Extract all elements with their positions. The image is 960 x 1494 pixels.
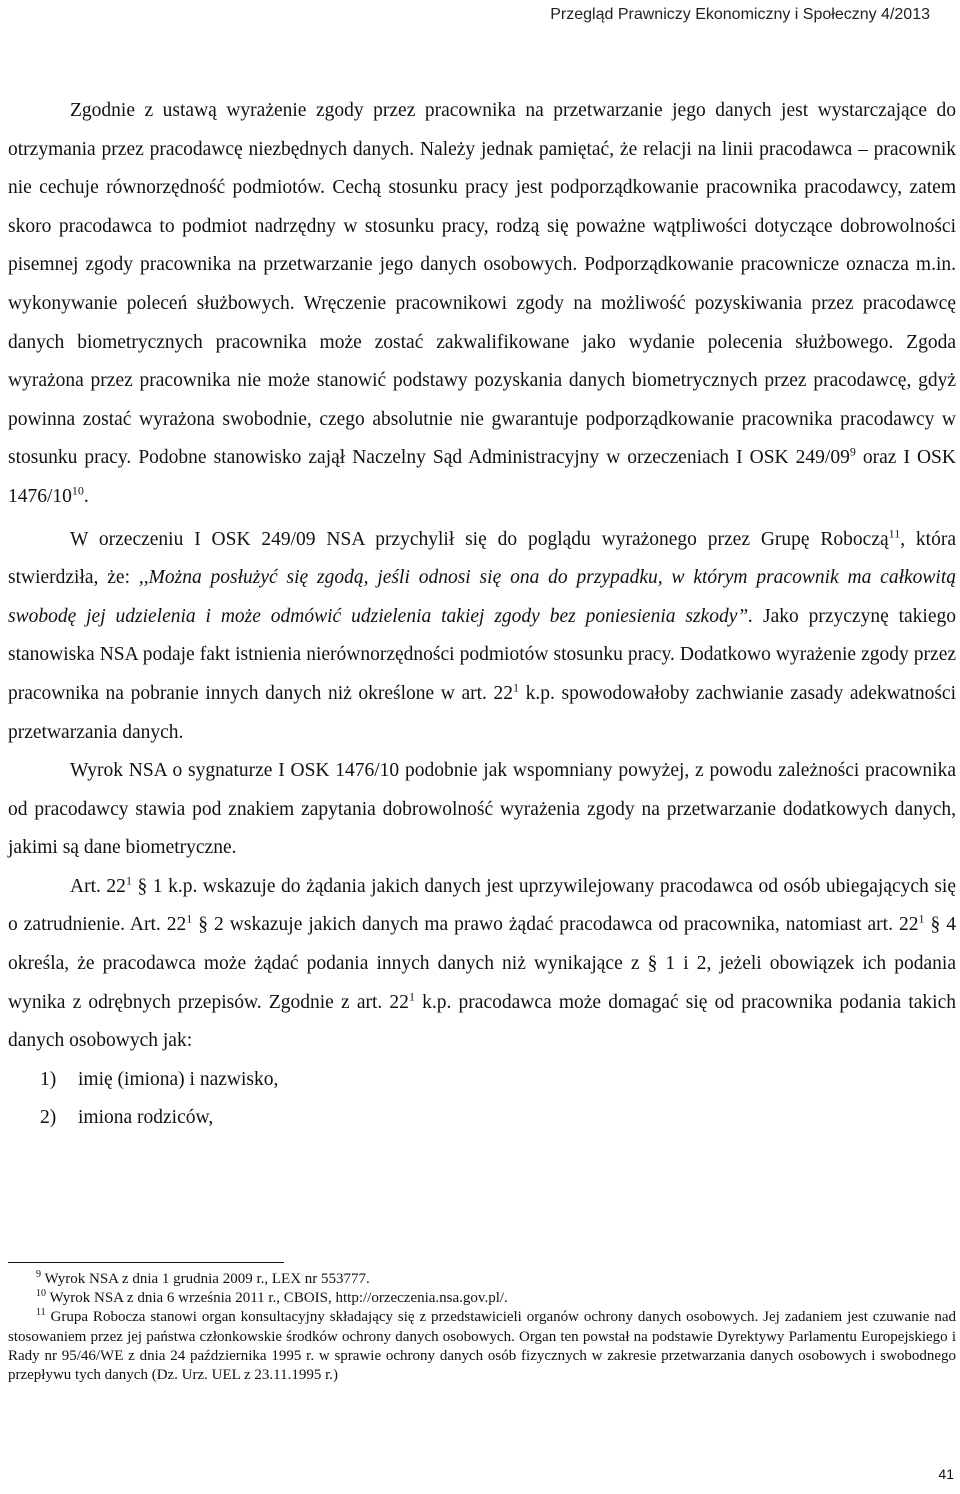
list-item: [8, 1099, 956, 1138]
list-text: imiona rodziców,: [78, 1107, 214, 1129]
footnote-number: 11: [36, 1307, 46, 1319]
page-number: 41: [938, 1466, 954, 1482]
footnote-text: Wyrok NSA z dnia 6 września 2011 r., CBOIS, http://orzeczenia.nsa.gov.pl/.: [46, 1290, 508, 1307]
footnote-text: Wyrok NSA z dnia 1 grudnia 2009 r., LEX nr 553777.: [41, 1271, 370, 1287]
superscript: 1: [125, 873, 132, 888]
paragraph-text: § 1 k.p. wskazuje do żądania jakich danych jest uprzywilejowany pracodawca od osób ubiegających się o zatrudnienie. Art. 22: [8, 875, 957, 936]
footnote-9: [8, 1270, 956, 1289]
superscript: 1: [513, 680, 520, 695]
paragraph-3: Wyrok NSA o sygnaturze I OSK 1476/10 podobnie jak wspomniany powyżej, z powodu zależności pracownika od pracodawcy stawia pod znakiem zapytania dobrowolność wyrażenia zgody na przetwarzanie dodatkowych danych, jakimi są dane biometryczne.: [8, 760, 956, 859]
footnote-number: 10: [36, 1288, 46, 1300]
paragraph-text: Jako przyczynę takiego stanowiska NSA podaje fakt istnienia nierównorzędności podmiotów stosunku pracy. Dodatkowo wyrażenie zgody przez pracownika na pobranie innych danych niż określone w art. 22: [8, 605, 956, 704]
running-header: Przegląd Prawniczy Ekonomiczny i Społeczny 4/2013: [550, 6, 930, 23]
main-text: [8, 92, 956, 1138]
paragraph-1: [8, 92, 956, 517]
footnote-ref[interactable]: 11: [888, 526, 901, 541]
footnote-11: [8, 1308, 956, 1385]
footnote-number: 9: [36, 1269, 41, 1280]
footnote-text: Grupa Robocza stanowi organ konsultacyjny składający się z przedstawicieli organów ochrony danych osobowych. Jej zadaniem jest czuwanie nad stosowaniem przez jej państwa członkowskie środków ochrony danych osobowych. Organ ten powstał na podstawie Dyrektywy Parlamentu Europejskiego i Rady nr 95/46/WE z dnia 24 października 1995 r. w sprawie ochrony danych osób fizycznych w zakresie przetwarzania danych osobowych i swobodnego przepływu tych danych (Dz. Urz. UEL z 23.11.1995 r.): [8, 1309, 956, 1384]
quote-text: ,,Można posłużyć się zgodą, jeśli odnosi się ona do przypadku, w którym pracownik ma całkowitą swobodę jej udzielenia i może odmówić udzielenia takiej zgody bez poniesienia szkody”.: [8, 567, 956, 627]
paragraph-text: k.p. pracodawca może domagać się od pracownika podania takich danych osobowych jak:: [8, 991, 956, 1052]
superscript: 1: [408, 989, 415, 1004]
numbered-list: [8, 1061, 956, 1138]
footnote-separator: [8, 1262, 284, 1263]
list-item: [8, 1061, 956, 1100]
superscript: 1: [918, 911, 925, 926]
list-text: imię (imiona) i nazwisko,: [78, 1068, 279, 1090]
footnotes: [8, 1270, 956, 1385]
paragraph-text: § 4 określa, że pracodawca może żądać podania innych danych niż wynikające z § 1 i 2, jeżeli obowiązek ich podania wynika z odrębnych przepisów. Zgodnie z art. 22: [8, 914, 956, 1013]
superscript: 1: [186, 911, 193, 926]
paragraph-text: , która stwierdziła, że:: [8, 528, 956, 589]
paragraph-4: [8, 868, 956, 1061]
paragraph-text: .: [83, 485, 89, 507]
paragraph-text: Zgodnie z ustawą wyrażenie zgody przez pracownika na przetwarzanie jego danych jest wystarczające do otrzymania przez pracodawcę niezbędnych danych. Należy jednak pamiętać, że relacji na linii pracodawca – pracownik nie cechuje równorzędność podmiotów. Cechą stosunku pracy jest podporządkowanie pracownika pracodawcy, zatem skoro pracodawca to podmiot nadrzędny w stosunku pracy, rodzą się poważne wątpliwości dotyczące dobrowolności pisemnej zgody pracownika na przetwarzanie jego danych osobowych. Podporządkowanie pracownicze oznacza m.in. wykonywanie poleceń służbowych. Wręczenie pracownikowi zgody na możliwość pozyskiwania przez pracodawcę danych biometrycznych pracownika może zostać zakwalifikowane jako wydanie polecenia służbowego. Zgoda wyrażona przez pracownika nie może stanowić podstawy pozyskania danych biometrycznych przez pracodawcę, gdyż powinna zostać wyrażona swobodnie, czego absolutnie nie gwarantuje podporządkowanie pracownika pracodawcy w stosunku pracy. Podobne stanowisko zajął Naczelny Sąd Administracyjny w orzeczeniach I OSK 249/09: [8, 100, 956, 469]
paragraph-text: oraz I OSK 1476/10: [8, 447, 956, 507]
paragraph-text: k.p. spowodowałoby zachwianie zasady adekwatności przetwarzania danych.: [8, 682, 957, 743]
list-number: 1): [40, 1068, 57, 1090]
list-number: 2): [40, 1107, 57, 1129]
footnote-ref[interactable]: 9: [849, 444, 856, 459]
paragraph-text: § 2 wskazuje jakich danych ma prawo żądać pracodawca od pracownika, natomiast art. 22: [192, 914, 919, 936]
paragraph-2: [8, 521, 956, 753]
paragraph-text: W orzeczeniu I OSK 249/09 NSA przychylił się do poglądu wyrażonego przez Grupę Roboczą: [70, 528, 889, 550]
footnote-ref[interactable]: 10: [71, 483, 84, 498]
paragraph-text: Art. 22: [70, 875, 126, 897]
footnote-10: [8, 1289, 956, 1308]
